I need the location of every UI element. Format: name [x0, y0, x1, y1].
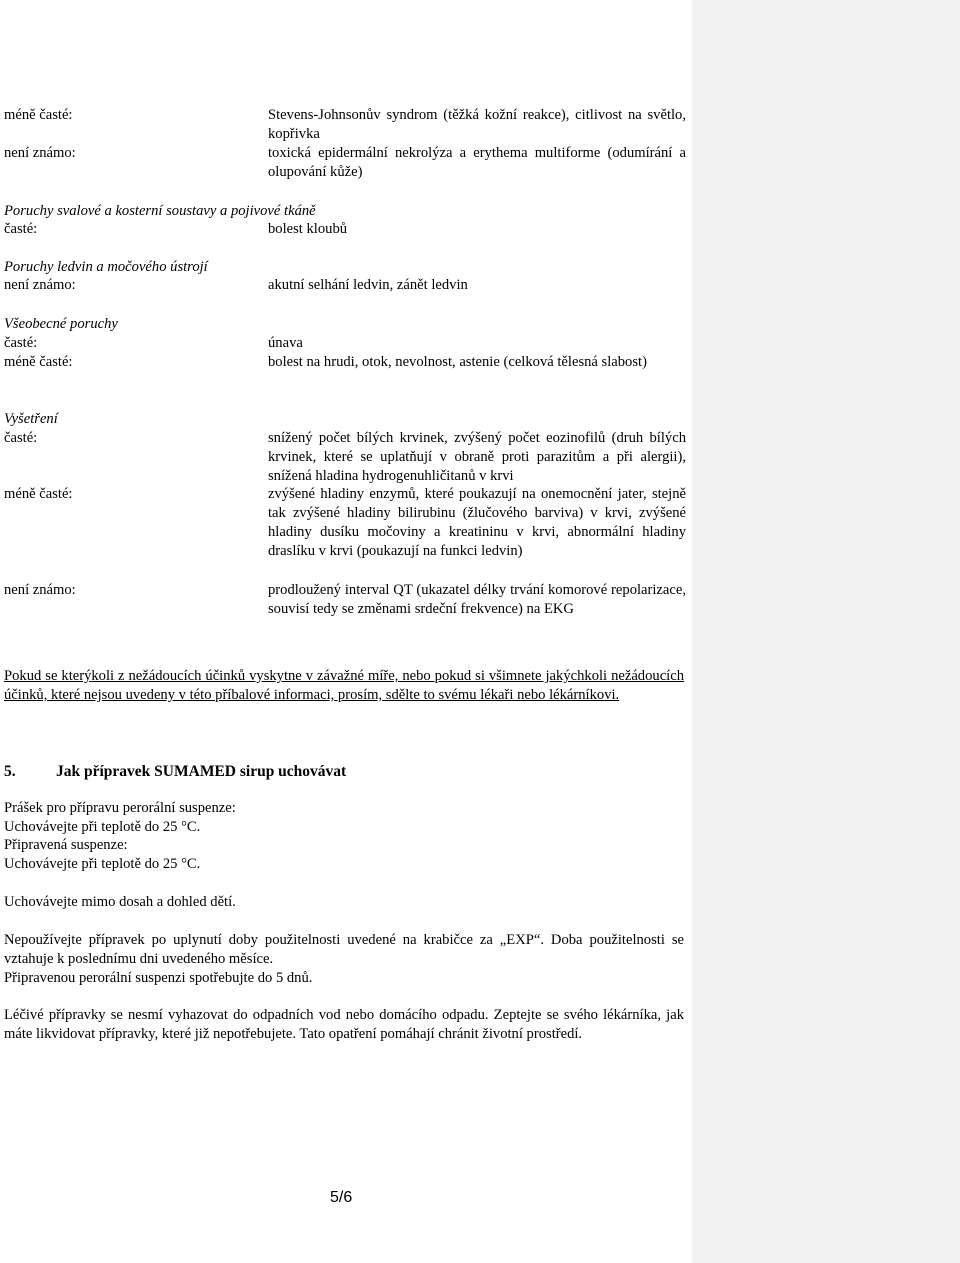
- storage-prepared-temp: Uchovávejte při teplotě do 25 °C.: [4, 856, 201, 872]
- frequency-label: není známo:: [4, 145, 76, 161]
- comment-margin: [692, 0, 960, 1263]
- report-side-effects-note: Pokud se kterýkoli z nežádoucích účinků vyskytne v závažné míře, nebo pokud si všimnete jakýchkoli nežádoucích účinků, které nejsou uvedeny v této příbalové informaci, prosím, sdělte to svému lékaři nebo lékárníkovi.: [4, 668, 684, 703]
- storage-disposal: Léčivé přípravky se nesmí vyhazovat do odpadních vod nebo domácího odpadu. Zeptejte se svého lékárníka, jak máte likvidovat přípravky, které již nepotřebujete. Tato opatření pomáhají chránit životní prostředí.: [4, 1007, 684, 1042]
- category-heading: Poruchy svalové a kosterní soustavy a pojivové tkáně: [4, 203, 316, 219]
- frequency-label: časté:: [4, 221, 38, 237]
- storage-use-within: Připravenou perorální suspenzi spotřebujte do 5 dnů.: [4, 970, 313, 986]
- frequency-label: časté:: [4, 335, 38, 351]
- frequency-label: není známo:: [4, 277, 76, 293]
- category-heading: Poruchy ledvin a močového ústrojí: [4, 259, 208, 275]
- storage-prepared-label: Připravená suspenze:: [4, 837, 128, 853]
- section-heading: [4, 762, 346, 781]
- storage-powder-label: Prášek pro přípravu perorální suspenze:: [4, 800, 236, 816]
- frequency-label: méně časté:: [4, 107, 73, 123]
- frequency-label: časté:: [4, 430, 38, 446]
- frequency-label: není známo:: [4, 582, 76, 598]
- section-title: Jak přípravek SUMAMED sirup uchovávat: [56, 763, 347, 780]
- section-number: 5.: [4, 763, 16, 780]
- page-number: 5/6: [330, 1189, 353, 1206]
- storage-powder-temp: Uchovávejte při teplotě do 25 °C.: [4, 819, 201, 835]
- storage-children: Uchovávejte mimo dosah a dohled dětí.: [4, 894, 236, 910]
- storage-expiry: Nepoužívejte přípravek po uplynutí doby použitelnosti uvedené na krabičce za „EXP“. Doba použitelnosti se vztahuje k poslednímu dni uvedeného měsíce.: [4, 932, 684, 967]
- effect-text: Stevens-Johnsonův syndrom (těžká kožní reakce), citlivost na světlo, kopřivka: [268, 107, 686, 142]
- effect-text: toxická epidermální nekrolýza a erythema multiforme (odumírání a olupování kůže): [268, 145, 686, 180]
- category-heading: Všeobecné poruchy: [4, 316, 118, 332]
- effect-text: únava: [268, 335, 303, 351]
- category-heading: Vyšetření: [4, 411, 58, 427]
- effect-text: akutní selhání ledvin, zánět ledvin: [268, 277, 468, 293]
- effect-text: bolest kloubů: [268, 221, 348, 237]
- frequency-label: méně časté:: [4, 354, 73, 370]
- effect-text: zvýšené hladiny enzymů, které poukazují na onemocnění jater, stejně tak zvýšené hladiny bilirubinu (žlučového barviva) v krvi, zvýšené hladiny dusíku močoviny a kreatininu v krvi, abnormální hladiny draslíku v krvi (poukazují na funkci ledvin): [268, 486, 686, 559]
- effect-text: bolest na hrudi, otok, nevolnost, astenie (celková tělesná slabost): [268, 354, 647, 370]
- frequency-label: méně časté:: [4, 486, 73, 502]
- effect-text: prodloužený interval QT (ukazatel délky trvání komorové repolarizace, souvisí tedy se změnami srdeční frekvence) na EKG: [268, 582, 686, 617]
- effect-text: snížený počet bílých krvinek, zvýšený počet eozinofilů (druh bílých krvinek, které se uplatňují v obraně proti parazitům a při alergii), snížená hladina hydrogenuhličitanů v krvi: [268, 430, 686, 484]
